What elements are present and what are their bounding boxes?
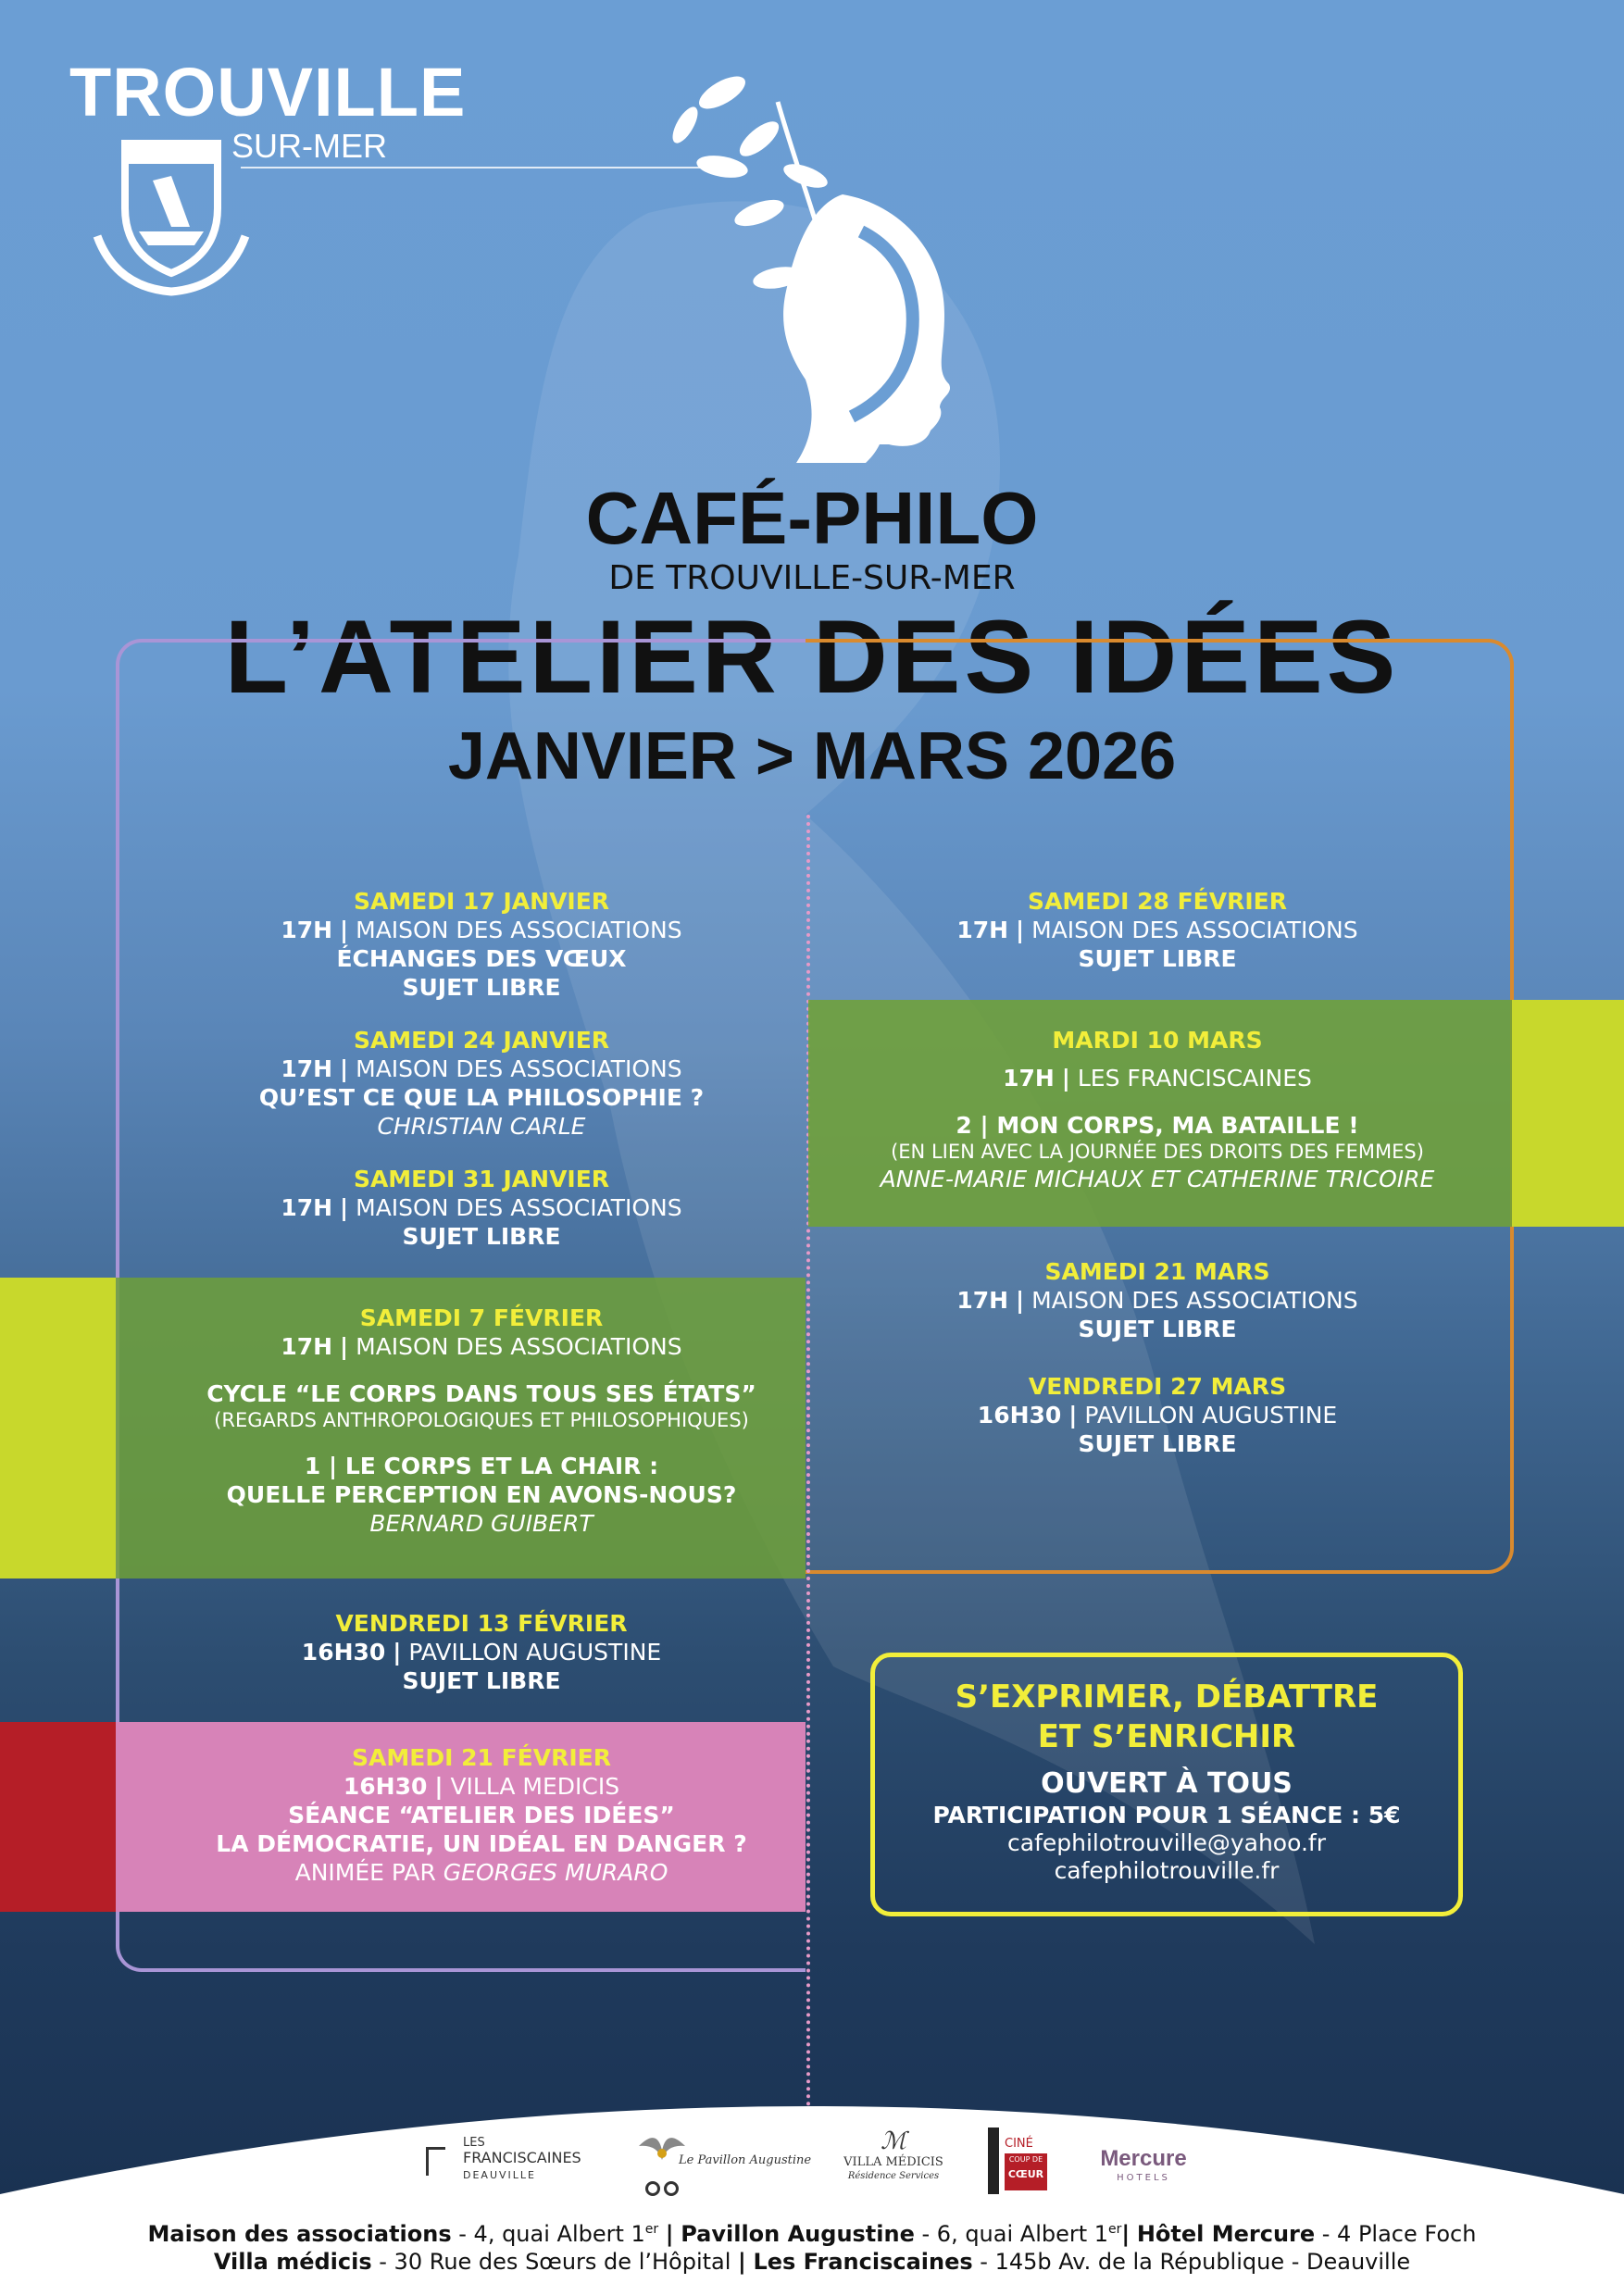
trouville-logo xyxy=(69,54,467,296)
addr-maison-name: Maison des associations xyxy=(147,2221,452,2247)
pavillon-circles-icon xyxy=(645,2181,682,2198)
info-price: PARTICIPATION POUR 1 SÉANCE : 5€ xyxy=(932,1802,1401,1828)
event-10-mars xyxy=(806,1026,1509,1193)
mercure-name: Mercure xyxy=(1100,2146,1187,2171)
event-27-mars xyxy=(806,1372,1509,1458)
event-date: SAMEDI 17 JANVIER xyxy=(353,888,610,915)
addr-pavillon-name: Pavillon Augustine xyxy=(681,2221,915,2247)
event-time: 17H xyxy=(281,1194,333,1221)
event-date: SAMEDI 21 MARS xyxy=(1044,1258,1270,1285)
event-topic: ÉCHANGES DES VŒUX xyxy=(336,945,627,972)
separator: | xyxy=(393,1639,402,1666)
event-speaker: GEORGES MURARO xyxy=(443,1859,668,1886)
event-speaker: CHRISTIAN CARLE xyxy=(377,1113,586,1140)
event-21-mars xyxy=(806,1257,1509,1343)
event-topic: MON CORPS, MA BATAILLE ! xyxy=(996,1112,1359,1139)
event-31-janvier xyxy=(74,1165,889,1251)
mercure-sub: HOTELS xyxy=(1117,2173,1170,2183)
sponsor-franciscaines xyxy=(426,2134,581,2190)
logo-rule xyxy=(241,167,704,168)
title-cafe: CAFÉ-PHILO xyxy=(585,477,1039,559)
event-cycle: CYCLE “LE CORPS DANS TOUS SES ÉTATS” xyxy=(206,1380,756,1407)
event-date: SAMEDI 21 FÉVRIER xyxy=(352,1744,611,1771)
info-box xyxy=(870,1653,1463,1916)
lighthouse-icon xyxy=(988,2128,999,2194)
event-cycle-sub: (REGARDS ANTHROPOLOGIQUES ET PHILOSOPHIQUES) xyxy=(214,1409,749,1431)
separator: | xyxy=(1016,1287,1025,1314)
addr-franciscaines-name: Les Franciscaines xyxy=(753,2249,973,2275)
event-date: SAMEDI 24 JANVIER xyxy=(353,1027,610,1054)
event-17-janvier xyxy=(74,887,889,1002)
event-note: (EN LIEN AVEC LA JOURNÉE DES DROITS DES FEMMES) xyxy=(891,1141,1424,1163)
franciscaines-les: LES xyxy=(463,2136,485,2150)
event-subject: SUJET LIBRE xyxy=(1078,1316,1237,1342)
event-subject: SUJET LIBRE xyxy=(402,1667,561,1694)
separator: | xyxy=(1121,2221,1131,2247)
pavillon-name: Le Pavillon Augustine xyxy=(679,2153,812,2167)
addr-sup: er xyxy=(1108,2222,1122,2237)
event-place: MAISON DES ASSOCIATIONS xyxy=(356,1055,682,1082)
event-date: MARDI 10 MARS xyxy=(1052,1027,1263,1054)
separator: | xyxy=(340,1055,349,1082)
event-place: VILLA MEDICIS xyxy=(450,1773,620,1800)
separator: | xyxy=(328,1453,338,1479)
event-time: 16H30 xyxy=(343,1773,428,1800)
event-time: 17H xyxy=(1003,1065,1055,1092)
logo-name: TROUVILLE xyxy=(69,54,467,131)
event-topic: QU’EST CE QUE LA PHILOSOPHIE ? xyxy=(258,1084,705,1111)
separator: | xyxy=(1061,1065,1070,1092)
sponsor-pavillon-augustine xyxy=(634,2128,812,2202)
event-topic-2: QUELLE PERCEPTION EN AVONS-NOUS? xyxy=(226,1481,737,1508)
separator: | xyxy=(738,2249,746,2275)
footer-address-line-2 xyxy=(0,2248,1624,2276)
event-speaker: BERNARD GUIBERT xyxy=(369,1510,593,1537)
addr-pavillon-text: - 6, quai Albert 1 xyxy=(914,2221,1109,2247)
event-place: MAISON DES ASSOCIATIONS xyxy=(1031,917,1358,943)
franciscaines-sub: DEAUVILLE xyxy=(463,2169,536,2181)
separator: | xyxy=(980,1112,989,1139)
info-line-2: ET S’ENRICHIR xyxy=(1037,1718,1296,1755)
event-date: VENDREDI 13 FÉVRIER xyxy=(335,1610,628,1637)
addr-sup: er xyxy=(644,2222,659,2237)
event-subject: SUJET LIBRE xyxy=(402,974,561,1001)
event-place: LES FRANCISCAINES xyxy=(1077,1065,1312,1092)
sponsor-cine-coup-de-coeur xyxy=(986,2120,1060,2203)
event-time: 17H xyxy=(956,1287,1009,1314)
event-subject: SUJET LIBRE xyxy=(1078,945,1237,972)
event-date: VENDREDI 27 MARS xyxy=(1028,1373,1287,1400)
event-topic: LA DÉMOCRATIE, UN IDÉAL EN DANGER ? xyxy=(216,1830,747,1857)
event-21-fevrier xyxy=(74,1743,889,1887)
separator: | xyxy=(1016,917,1025,943)
event-28-fevrier xyxy=(806,887,1509,973)
event-place: MAISON DES ASSOCIATIONS xyxy=(356,917,682,943)
separator: | xyxy=(340,1194,349,1221)
addr-franciscaines-text: - 145b Av. de la République - Deauville xyxy=(972,2249,1411,2275)
addr-maison-text: - 4, quai Albert 1 xyxy=(451,2221,645,2247)
separator: | xyxy=(340,917,349,943)
separator: | xyxy=(1068,1402,1078,1429)
event-place: PAVILLON AUGUSTINE xyxy=(1084,1402,1338,1429)
band-lime-right xyxy=(1512,1000,1624,1227)
event-time: 16H30 xyxy=(977,1402,1062,1429)
franciscaines-mark-icon xyxy=(426,2147,445,2176)
event-13-fevrier xyxy=(74,1609,889,1695)
event-time: 17H xyxy=(956,917,1009,943)
event-number: 1 xyxy=(304,1453,321,1479)
cine-box xyxy=(1005,2153,1047,2190)
event-place: MAISON DES ASSOCIATIONS xyxy=(356,1333,682,1360)
event-time: 17H xyxy=(281,1333,333,1360)
event-speaker: ANNE-MARIE MICHAUX ET CATHERINE TRICOIRE xyxy=(880,1166,1435,1192)
event-24-janvier xyxy=(74,1026,889,1141)
info-email[interactable]: cafephilotrouville@yahoo.fr xyxy=(1007,1829,1326,1856)
event-date: SAMEDI 28 FÉVRIER xyxy=(1028,888,1287,915)
head-branch-icon xyxy=(667,74,963,463)
anchor-shield-icon xyxy=(88,125,255,301)
addr-mercure-name: Hôtel Mercure xyxy=(1136,2221,1316,2247)
event-subject: SUJET LIBRE xyxy=(1078,1430,1237,1457)
separator: | xyxy=(340,1333,349,1360)
villa-sub: Résidence Services xyxy=(847,2171,940,2181)
event-subject: SUJET LIBRE xyxy=(402,1223,561,1250)
title-period: JANVIER > MARS 2026 xyxy=(447,719,1177,793)
event-place: PAVILLON AUGUSTINE xyxy=(408,1639,662,1666)
event-host-label: ANIMÉE PAR xyxy=(294,1859,436,1886)
event-7-fevrier xyxy=(74,1304,889,1538)
event-place: MAISON DES ASSOCIATIONS xyxy=(1031,1287,1358,1314)
logo-sub: SUR-MER xyxy=(231,127,387,165)
event-place: MAISON DES ASSOCIATIONS xyxy=(356,1194,682,1221)
sponsor-mercure xyxy=(1083,2146,1204,2192)
info-line-1: S’EXPRIMER, DÉBATTRE xyxy=(955,1678,1379,1716)
addr-villa-name: Villa médicis xyxy=(213,2249,372,2275)
event-time: 16H30 xyxy=(301,1639,386,1666)
event-date: SAMEDI 7 FÉVRIER xyxy=(359,1304,604,1331)
event-topic: LE CORPS ET LA CHAIR : xyxy=(344,1453,659,1479)
info-website[interactable]: cafephilotrouville.fr xyxy=(1054,1857,1280,1884)
title-main: L’ATELIER DES IDÉES xyxy=(224,599,1400,715)
villa-name: VILLA MÉDICIS xyxy=(843,2155,943,2169)
addr-mercure-text: - 4 Place Foch xyxy=(1315,2221,1477,2247)
footer-address-line-1 xyxy=(0,2215,1624,2248)
info-open: OUVERT À TOUS xyxy=(1041,1767,1293,1800)
event-time: 17H xyxy=(281,917,333,943)
event-date: SAMEDI 31 JANVIER xyxy=(353,1166,610,1192)
cine-line-2: COUP DE xyxy=(1008,2155,1043,2164)
separator: | xyxy=(665,2221,674,2247)
event-time: 17H xyxy=(281,1055,333,1082)
sponsor-villa-medicis xyxy=(833,2128,954,2202)
addr-villa-text: - 30 Rue des Sœurs de l’Hôpital xyxy=(371,2249,739,2275)
title-city: DE TROUVILLE-SUR-MER xyxy=(608,559,1016,597)
franciscaines-name: FRANCISCAINES xyxy=(463,2149,581,2166)
cine-line-3: CŒUR xyxy=(1007,2168,1044,2180)
event-session: SÉANCE “ATELIER DES IDÉES” xyxy=(288,1802,675,1828)
cine-line-1: CINÉ xyxy=(1005,2137,1033,2151)
villa-monogram-icon: ℳ xyxy=(881,2128,906,2155)
event-number: 2 xyxy=(956,1112,972,1139)
separator: | xyxy=(434,1773,443,1800)
